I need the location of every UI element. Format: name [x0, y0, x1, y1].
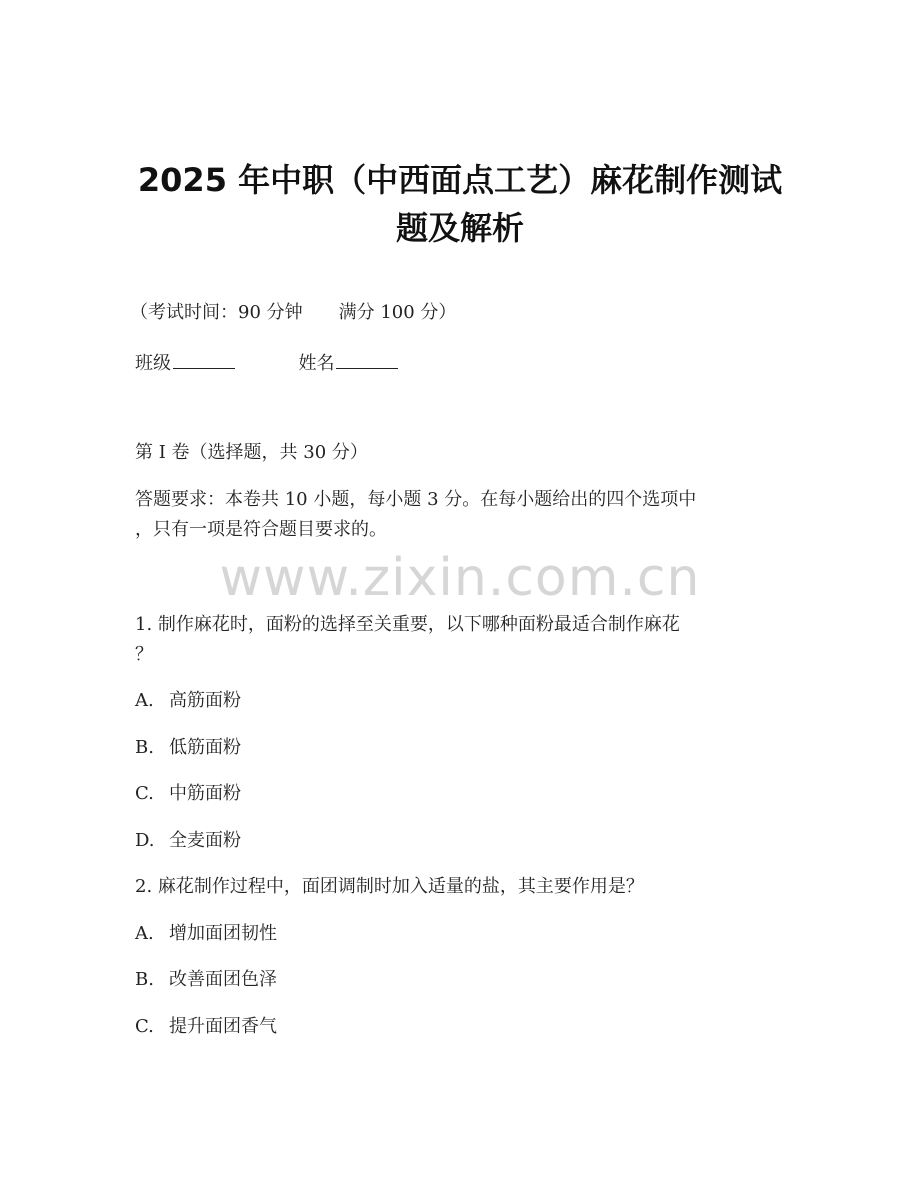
option-label: C.	[135, 783, 154, 804]
question-1-option-d	[135, 829, 241, 853]
section-instruction-line-1: 答题要求：本卷共 10 小题，每小题 3 分。在每小题给出的四个选项中	[135, 489, 697, 510]
option-label: B.	[135, 737, 154, 758]
student-info-row	[135, 350, 398, 376]
question-1-option-c	[135, 782, 241, 806]
question-2-option-c	[135, 1015, 277, 1039]
question-2-stem-line-1: 2. 麻花制作过程中，面团调制时加入适量的盐，其主要作用是？	[135, 876, 644, 897]
question-2-option-a	[135, 922, 277, 946]
option-text: 低筋面粉	[169, 737, 241, 758]
option-text: 提升面团香气	[169, 1016, 277, 1037]
option-text: 高筋面粉	[169, 690, 241, 711]
option-label: B.	[135, 969, 154, 990]
name-blank	[336, 350, 398, 369]
watermark-text: www.zixin.com.cn	[219, 548, 701, 608]
question-1-option-a	[135, 689, 241, 713]
name-label: 姓名	[298, 353, 335, 374]
class-label: 班级	[135, 353, 171, 374]
class-blank	[173, 350, 235, 369]
document-title-line-2: 题及解析	[395, 209, 524, 247]
section-heading: 第 I 卷（选择题，共 30 分）	[135, 442, 368, 463]
option-text: 中筋面粉	[169, 783, 241, 804]
option-text: 改善面团色泽	[169, 969, 277, 990]
question-1-stem-line-2: ？	[135, 644, 153, 665]
option-label: D.	[135, 830, 155, 851]
exam-time-score: （考试时间：90 分钟 满分 100 分）	[130, 302, 457, 323]
document-title-line-1: 2025 年中职（中西面点工艺）麻花制作测试	[137, 161, 783, 199]
question-2-option-b	[135, 968, 277, 992]
option-text: 全麦面粉	[169, 830, 241, 851]
question-1-stem-line-1: 1. 制作麻花时，面粉的选择至关重要，以下哪种面粉最适合制作麻花	[135, 614, 680, 635]
option-label: A.	[135, 690, 154, 711]
option-label: A.	[135, 923, 154, 944]
option-label: C.	[135, 1016, 154, 1037]
option-text: 增加面团韧性	[169, 923, 277, 944]
section-instruction-line-2: ，只有一项是符合题目要求的。	[135, 519, 387, 540]
question-1-option-b	[135, 736, 241, 760]
